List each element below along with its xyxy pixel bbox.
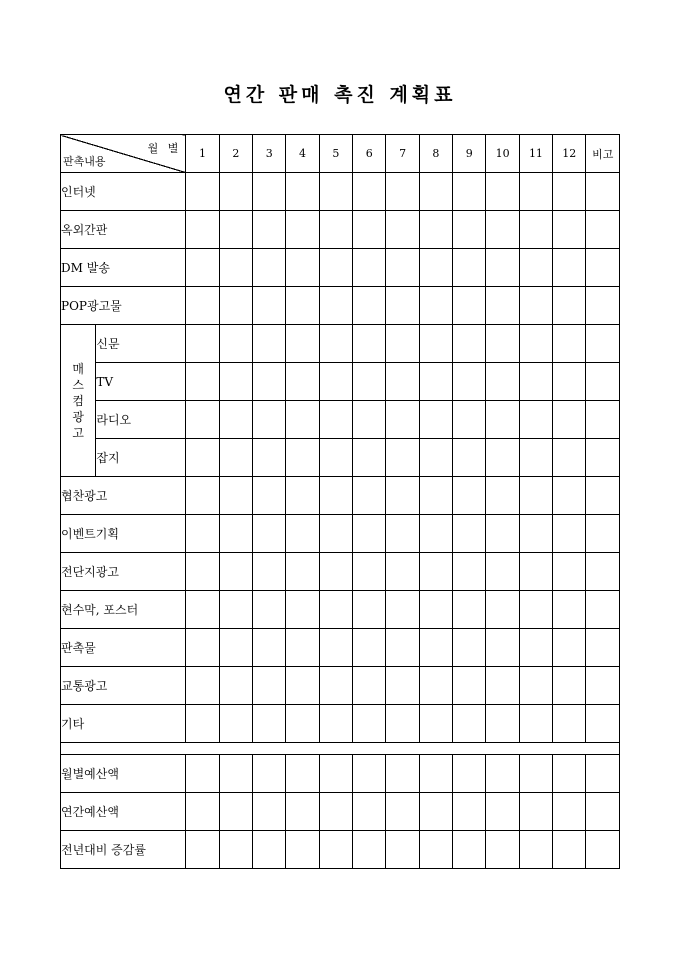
month-entry-cell[interactable] xyxy=(286,515,319,553)
row-label-event: 이벤트기획 xyxy=(61,515,186,553)
month-entry-cell[interactable] xyxy=(386,439,419,477)
month-entry-cell[interactable] xyxy=(519,249,552,287)
month-entry-cell[interactable] xyxy=(253,831,286,869)
month-entry-cell[interactable] xyxy=(286,439,319,477)
month-entry-cell[interactable] xyxy=(419,629,452,667)
diagonal-header-cell xyxy=(61,135,186,173)
row-label-etc: 기타 xyxy=(61,705,186,743)
month-entry-cell[interactable] xyxy=(319,325,352,363)
note-entry-cell[interactable] xyxy=(586,211,620,249)
month-entry-cell[interactable] xyxy=(386,591,419,629)
month-entry-cell[interactable] xyxy=(419,439,452,477)
month-entry-cell[interactable] xyxy=(186,401,219,439)
month-entry-cell[interactable] xyxy=(519,629,552,667)
month-entry-cell[interactable] xyxy=(386,831,419,869)
spacer-cell xyxy=(61,743,620,755)
month-entry-cell[interactable] xyxy=(319,363,352,401)
month-entry-cell[interactable] xyxy=(386,755,419,793)
month-entry-cell[interactable] xyxy=(319,705,352,743)
month-entry-cell[interactable] xyxy=(186,173,219,211)
month-entry-cell[interactable] xyxy=(519,591,552,629)
month-entry-cell[interactable] xyxy=(386,477,419,515)
table-row xyxy=(61,755,620,793)
month-entry-cell[interactable] xyxy=(553,831,586,869)
month-entry-cell[interactable] xyxy=(453,477,486,515)
month-entry-cell[interactable] xyxy=(519,793,552,831)
month-entry-cell[interactable] xyxy=(386,211,419,249)
month-entry-cell[interactable] xyxy=(253,211,286,249)
month-entry-cell[interactable] xyxy=(186,325,219,363)
month-entry-cell[interactable] xyxy=(453,591,486,629)
month-entry-cell[interactable] xyxy=(353,173,386,211)
month-entry-cell[interactable] xyxy=(186,667,219,705)
month-entry-cell[interactable] xyxy=(319,287,352,325)
table-row xyxy=(61,477,620,515)
month-entry-cell[interactable] xyxy=(186,249,219,287)
month-entry-cell[interactable] xyxy=(286,667,319,705)
month-entry-cell[interactable] xyxy=(553,401,586,439)
table-row xyxy=(61,249,620,287)
month-entry-cell[interactable] xyxy=(519,325,552,363)
row-label-tv: TV xyxy=(96,363,186,401)
month-entry-cell[interactable] xyxy=(553,249,586,287)
month-entry-cell[interactable] xyxy=(453,793,486,831)
note-entry-cell[interactable] xyxy=(586,831,620,869)
month-entry-cell[interactable] xyxy=(353,439,386,477)
month-entry-cell[interactable] xyxy=(553,591,586,629)
table-row xyxy=(61,287,620,325)
month-entry-cell[interactable] xyxy=(486,249,519,287)
month-entry-cell[interactable] xyxy=(553,755,586,793)
month-entry-cell[interactable] xyxy=(186,831,219,869)
note-entry-cell[interactable] xyxy=(586,363,620,401)
month-entry-cell[interactable] xyxy=(386,363,419,401)
month-entry-cell[interactable] xyxy=(486,755,519,793)
month-entry-cell[interactable] xyxy=(219,553,252,591)
month-entry-cell[interactable] xyxy=(253,629,286,667)
row-label-newspaper: 신문 xyxy=(96,325,186,363)
month-entry-cell[interactable] xyxy=(386,793,419,831)
month-entry-cell[interactable] xyxy=(519,553,552,591)
month-entry-cell[interactable] xyxy=(453,553,486,591)
note-entry-cell[interactable] xyxy=(586,553,620,591)
month-entry-cell[interactable] xyxy=(253,477,286,515)
month-entry-cell[interactable] xyxy=(353,705,386,743)
month-header: 11 xyxy=(519,135,552,173)
month-entry-cell[interactable] xyxy=(453,439,486,477)
month-entry-cell[interactable] xyxy=(353,755,386,793)
month-entry-cell[interactable] xyxy=(553,363,586,401)
note-entry-cell[interactable] xyxy=(586,591,620,629)
table-row xyxy=(61,629,620,667)
month-entry-cell[interactable] xyxy=(253,173,286,211)
note-entry-cell[interactable] xyxy=(586,325,620,363)
row-label-dm: DM 발송 xyxy=(61,249,186,287)
table-row xyxy=(61,705,620,743)
month-entry-cell[interactable] xyxy=(486,439,519,477)
month-entry-cell[interactable] xyxy=(219,515,252,553)
month-entry-cell[interactable] xyxy=(553,705,586,743)
month-entry-cell[interactable] xyxy=(453,755,486,793)
table-row xyxy=(61,211,620,249)
month-entry-cell[interactable] xyxy=(286,793,319,831)
month-entry-cell[interactable] xyxy=(286,553,319,591)
month-entry-cell[interactable] xyxy=(353,667,386,705)
row-label-flyer: 전단지광고 xyxy=(61,553,186,591)
month-entry-cell[interactable] xyxy=(219,831,252,869)
month-header: 10 xyxy=(486,135,519,173)
month-entry-cell[interactable] xyxy=(386,515,419,553)
month-entry-cell[interactable] xyxy=(186,211,219,249)
month-entry-cell[interactable] xyxy=(419,705,452,743)
month-entry-cell[interactable] xyxy=(253,249,286,287)
month-entry-cell[interactable] xyxy=(453,629,486,667)
month-header: 4 xyxy=(286,135,319,173)
month-entry-cell[interactable] xyxy=(419,591,452,629)
month-entry-cell[interactable] xyxy=(553,287,586,325)
note-entry-cell[interactable] xyxy=(586,755,620,793)
month-entry-cell[interactable] xyxy=(253,705,286,743)
month-entry-cell[interactable] xyxy=(319,553,352,591)
month-entry-cell[interactable] xyxy=(353,211,386,249)
note-entry-cell[interactable] xyxy=(586,629,620,667)
month-entry-cell[interactable] xyxy=(353,629,386,667)
month-entry-cell[interactable] xyxy=(286,705,319,743)
month-entry-cell[interactable] xyxy=(253,515,286,553)
page-title: 연간 판매 촉진 계획표 xyxy=(223,84,457,106)
month-entry-cell[interactable] xyxy=(286,325,319,363)
row-label-pop: POP광고물 xyxy=(61,287,186,325)
month-entry-cell[interactable] xyxy=(486,477,519,515)
month-entry-cell[interactable] xyxy=(253,553,286,591)
month-entry-cell[interactable] xyxy=(386,287,419,325)
month-header: 1 xyxy=(186,135,219,173)
month-entry-cell[interactable] xyxy=(419,515,452,553)
month-entry-cell[interactable] xyxy=(286,173,319,211)
month-entry-cell[interactable] xyxy=(353,401,386,439)
month-entry-cell[interactable] xyxy=(186,793,219,831)
month-entry-cell[interactable] xyxy=(419,249,452,287)
header-row xyxy=(61,135,620,173)
note-header: 비고 xyxy=(586,135,620,173)
table-row xyxy=(61,325,620,363)
month-entry-cell[interactable] xyxy=(286,287,319,325)
month-entry-cell[interactable] xyxy=(286,211,319,249)
month-entry-cell[interactable] xyxy=(519,287,552,325)
month-entry-cell[interactable] xyxy=(453,831,486,869)
month-entry-cell[interactable] xyxy=(319,793,352,831)
month-entry-cell[interactable] xyxy=(219,477,252,515)
row-label-radio: 라디오 xyxy=(96,401,186,439)
month-entry-cell[interactable] xyxy=(286,249,319,287)
month-entry-cell[interactable] xyxy=(386,629,419,667)
month-entry-cell[interactable] xyxy=(553,439,586,477)
table-row xyxy=(61,591,620,629)
month-entry-cell[interactable] xyxy=(319,439,352,477)
month-entry-cell[interactable] xyxy=(253,793,286,831)
month-entry-cell[interactable] xyxy=(353,477,386,515)
table-row xyxy=(61,515,620,553)
row-label-transit: 교통광고 xyxy=(61,667,186,705)
month-entry-cell[interactable] xyxy=(353,831,386,869)
month-entry-cell[interactable] xyxy=(453,249,486,287)
note-entry-cell[interactable] xyxy=(586,401,620,439)
month-entry-cell[interactable] xyxy=(186,363,219,401)
month-entry-cell[interactable] xyxy=(386,705,419,743)
month-header: 12 xyxy=(553,135,586,173)
month-entry-cell[interactable] xyxy=(253,755,286,793)
month-entry-cell[interactable] xyxy=(486,831,519,869)
month-entry-cell[interactable] xyxy=(453,667,486,705)
month-entry-cell[interactable] xyxy=(319,755,352,793)
month-entry-cell[interactable] xyxy=(219,363,252,401)
month-axis-label: 월 별 xyxy=(147,142,182,155)
row-label-sponsor: 협찬광고 xyxy=(61,477,186,515)
month-entry-cell[interactable] xyxy=(319,173,352,211)
month-header: 6 xyxy=(353,135,386,173)
row-label-banner: 현수막, 포스터 xyxy=(61,591,186,629)
month-entry-cell[interactable] xyxy=(519,831,552,869)
table-row xyxy=(61,173,620,211)
month-header: 3 xyxy=(253,135,286,173)
note-entry-cell[interactable] xyxy=(586,439,620,477)
month-entry-cell[interactable] xyxy=(219,667,252,705)
note-entry-cell[interactable] xyxy=(586,287,620,325)
month-entry-cell[interactable] xyxy=(453,401,486,439)
month-entry-cell[interactable] xyxy=(486,591,519,629)
month-entry-cell[interactable] xyxy=(219,591,252,629)
month-entry-cell[interactable] xyxy=(486,667,519,705)
month-entry-cell[interactable] xyxy=(286,591,319,629)
month-entry-cell[interactable] xyxy=(319,831,352,869)
month-entry-cell[interactable] xyxy=(553,325,586,363)
month-entry-cell[interactable] xyxy=(486,793,519,831)
month-entry-cell[interactable] xyxy=(319,401,352,439)
month-entry-cell[interactable] xyxy=(353,287,386,325)
month-entry-cell[interactable] xyxy=(486,705,519,743)
table-row xyxy=(61,793,620,831)
month-entry-cell[interactable] xyxy=(186,515,219,553)
row-label-monthly-budget: 월별예산액 xyxy=(61,755,186,793)
month-entry-cell[interactable] xyxy=(486,211,519,249)
month-entry-cell[interactable] xyxy=(553,793,586,831)
month-entry-cell[interactable] xyxy=(253,591,286,629)
month-entry-cell[interactable] xyxy=(519,363,552,401)
month-entry-cell[interactable] xyxy=(286,477,319,515)
month-entry-cell[interactable] xyxy=(353,363,386,401)
month-entry-cell[interactable] xyxy=(219,249,252,287)
table-row xyxy=(61,439,620,477)
month-entry-cell[interactable] xyxy=(219,439,252,477)
month-entry-cell[interactable] xyxy=(319,591,352,629)
month-entry-cell[interactable] xyxy=(453,363,486,401)
month-entry-cell[interactable] xyxy=(386,249,419,287)
month-entry-cell[interactable] xyxy=(253,287,286,325)
table-row xyxy=(61,667,620,705)
month-entry-cell[interactable] xyxy=(419,173,452,211)
month-entry-cell[interactable] xyxy=(519,477,552,515)
month-entry-cell[interactable] xyxy=(319,477,352,515)
month-entry-cell[interactable] xyxy=(186,755,219,793)
month-entry-cell[interactable] xyxy=(319,667,352,705)
month-entry-cell[interactable] xyxy=(319,249,352,287)
month-entry-cell[interactable] xyxy=(253,401,286,439)
month-entry-cell[interactable] xyxy=(386,667,419,705)
row-label-yoy-change: 전년대비 증감률 xyxy=(61,831,186,869)
row-label-magazine: 잡지 xyxy=(96,439,186,477)
month-entry-cell[interactable] xyxy=(219,705,252,743)
month-entry-cell[interactable] xyxy=(486,515,519,553)
promotion-axis-label: 판촉내용 xyxy=(63,155,106,168)
month-entry-cell[interactable] xyxy=(319,211,352,249)
month-entry-cell[interactable] xyxy=(186,287,219,325)
month-entry-cell[interactable] xyxy=(419,325,452,363)
month-entry-cell[interactable] xyxy=(253,325,286,363)
month-entry-cell[interactable] xyxy=(253,667,286,705)
month-header: 9 xyxy=(453,135,486,173)
month-entry-cell[interactable] xyxy=(219,793,252,831)
month-entry-cell[interactable] xyxy=(286,755,319,793)
month-entry-cell[interactable] xyxy=(419,831,452,869)
month-entry-cell[interactable] xyxy=(419,667,452,705)
row-label-internet: 인터넷 xyxy=(61,173,186,211)
month-entry-cell[interactable] xyxy=(353,249,386,287)
month-entry-cell[interactable] xyxy=(219,173,252,211)
month-entry-cell[interactable] xyxy=(419,287,452,325)
mass-media-category: 매 스 컴 광 고 xyxy=(61,325,96,477)
month-entry-cell[interactable] xyxy=(253,363,286,401)
month-entry-cell[interactable] xyxy=(286,629,319,667)
month-entry-cell[interactable] xyxy=(519,173,552,211)
month-entry-cell[interactable] xyxy=(419,755,452,793)
month-entry-cell[interactable] xyxy=(519,401,552,439)
month-entry-cell[interactable] xyxy=(219,401,252,439)
month-entry-cell[interactable] xyxy=(419,553,452,591)
month-entry-cell[interactable] xyxy=(519,667,552,705)
month-entry-cell[interactable] xyxy=(419,477,452,515)
month-entry-cell[interactable] xyxy=(486,287,519,325)
month-entry-cell[interactable] xyxy=(453,705,486,743)
month-entry-cell[interactable] xyxy=(519,755,552,793)
month-entry-cell[interactable] xyxy=(519,211,552,249)
row-label-annual-budget: 연간예산액 xyxy=(61,793,186,831)
month-header: 5 xyxy=(319,135,352,173)
table-row xyxy=(61,553,620,591)
month-entry-cell[interactable] xyxy=(553,515,586,553)
month-entry-cell[interactable] xyxy=(186,629,219,667)
table-row xyxy=(61,363,620,401)
month-entry-cell[interactable] xyxy=(486,363,519,401)
month-entry-cell[interactable] xyxy=(419,211,452,249)
month-entry-cell[interactable] xyxy=(286,831,319,869)
month-entry-cell[interactable] xyxy=(186,591,219,629)
month-entry-cell[interactable] xyxy=(453,211,486,249)
month-entry-cell[interactable] xyxy=(453,287,486,325)
month-entry-cell[interactable] xyxy=(419,363,452,401)
month-entry-cell[interactable] xyxy=(419,401,452,439)
month-entry-cell[interactable] xyxy=(253,439,286,477)
month-entry-cell[interactable] xyxy=(386,325,419,363)
month-entry-cell[interactable] xyxy=(486,629,519,667)
month-entry-cell[interactable] xyxy=(219,325,252,363)
note-entry-cell[interactable] xyxy=(586,705,620,743)
month-header: 7 xyxy=(386,135,419,173)
month-entry-cell[interactable] xyxy=(486,553,519,591)
month-entry-cell[interactable] xyxy=(319,629,352,667)
month-header: 8 xyxy=(419,135,452,173)
month-entry-cell[interactable] xyxy=(353,591,386,629)
month-entry-cell[interactable] xyxy=(519,705,552,743)
month-entry-cell[interactable] xyxy=(486,401,519,439)
row-label-promo-goods: 판촉물 xyxy=(61,629,186,667)
month-entry-cell[interactable] xyxy=(286,363,319,401)
month-entry-cell[interactable] xyxy=(186,439,219,477)
table-row xyxy=(61,831,620,869)
month-header: 2 xyxy=(219,135,252,173)
month-entry-cell[interactable] xyxy=(353,515,386,553)
table-row xyxy=(61,401,620,439)
month-entry-cell[interactable] xyxy=(219,287,252,325)
month-entry-cell[interactable] xyxy=(386,173,419,211)
month-entry-cell[interactable] xyxy=(186,553,219,591)
month-entry-cell[interactable] xyxy=(386,553,419,591)
note-entry-cell[interactable] xyxy=(586,477,620,515)
month-entry-cell[interactable] xyxy=(219,211,252,249)
month-entry-cell[interactable] xyxy=(386,401,419,439)
month-entry-cell[interactable] xyxy=(486,325,519,363)
month-entry-cell[interactable] xyxy=(453,515,486,553)
row-label-outdoor: 옥외간판 xyxy=(61,211,186,249)
month-entry-cell[interactable] xyxy=(353,793,386,831)
promotion-plan-table xyxy=(60,134,620,869)
month-entry-cell[interactable] xyxy=(419,793,452,831)
month-entry-cell[interactable] xyxy=(553,553,586,591)
spacer-row xyxy=(61,743,620,755)
note-entry-cell[interactable] xyxy=(586,515,620,553)
month-entry-cell[interactable] xyxy=(553,477,586,515)
month-entry-cell[interactable] xyxy=(219,755,252,793)
month-entry-cell[interactable] xyxy=(553,667,586,705)
month-entry-cell[interactable] xyxy=(186,705,219,743)
month-entry-cell[interactable] xyxy=(553,211,586,249)
month-entry-cell[interactable] xyxy=(353,553,386,591)
month-entry-cell[interactable] xyxy=(453,325,486,363)
month-entry-cell[interactable] xyxy=(519,439,552,477)
note-entry-cell[interactable] xyxy=(586,173,620,211)
note-entry-cell[interactable] xyxy=(586,793,620,831)
note-entry-cell[interactable] xyxy=(586,667,620,705)
month-entry-cell[interactable] xyxy=(286,401,319,439)
month-entry-cell[interactable] xyxy=(486,173,519,211)
note-entry-cell[interactable] xyxy=(586,249,620,287)
month-entry-cell[interactable] xyxy=(353,325,386,363)
month-entry-cell[interactable] xyxy=(319,515,352,553)
month-entry-cell[interactable] xyxy=(453,173,486,211)
month-entry-cell[interactable] xyxy=(553,173,586,211)
month-entry-cell[interactable] xyxy=(186,477,219,515)
month-entry-cell[interactable] xyxy=(553,629,586,667)
month-entry-cell[interactable] xyxy=(219,629,252,667)
month-entry-cell[interactable] xyxy=(519,515,552,553)
